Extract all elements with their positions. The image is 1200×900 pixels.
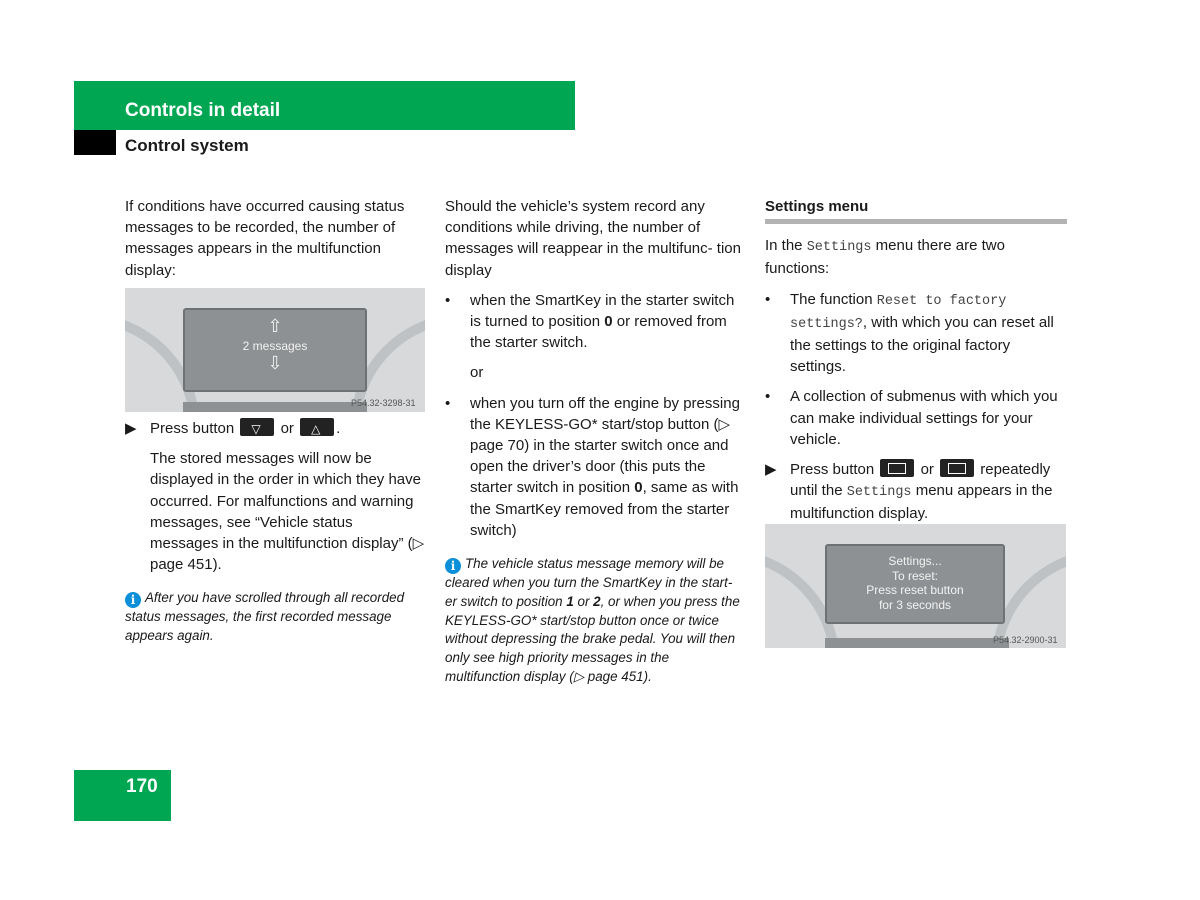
heading-rule	[765, 219, 1067, 224]
lcd-message-count: 2 messages	[242, 339, 308, 353]
scroll-down-button-icon: ▽	[240, 418, 274, 436]
settings-menu-heading: Settings menu	[765, 198, 869, 215]
or-label: or	[470, 364, 484, 382]
bullet-dot: •	[765, 388, 771, 406]
step-press-button: ▶ Press button or repeatedly until the Settings menu appears in the multifunction display.	[765, 461, 1053, 523]
lcd-line: Settings...	[888, 554, 942, 568]
info-icon: i	[125, 592, 141, 608]
info-note: i The vehicle status message memory will be cleared when you turn the SmartKey in the start- er switch to position 1 or 2, or when you press the KEYLESS-GO* start/stop button once or twice without depressing the brake pedal. You will then only see high priority messages in the multifunction display (▷ page 451).	[445, 556, 740, 685]
bullet-dot: •	[445, 291, 451, 309]
figure-ref: P54.32-2900-31	[993, 635, 1058, 645]
lcd-lower-edge	[825, 638, 1009, 648]
arrow-marker-icon: ▶	[765, 461, 777, 479]
display-illustration-messages	[125, 288, 425, 412]
bullet-dot: •	[765, 290, 771, 308]
scroll-up-button-icon: △	[300, 418, 334, 436]
lcd-line: To reset:	[891, 568, 939, 583]
bullet-smartkey: • when the SmartKey in the starter switch is turned to position 0 or removed from the starter switch.	[445, 291, 735, 352]
bullet-dot: •	[445, 394, 451, 412]
step-result: The stored messages will now be displayed in the order in which they have occurred. For malfunctions and warning messages, see “Vehicle status messages in the multifunction display” (▷ page 451).	[150, 450, 425, 574]
bullet-reset: • The function Reset to factory settings?, with which you can reset all the settings to the original factory settings.	[765, 290, 1054, 376]
column-1	[125, 196, 425, 281]
column-1-lower	[125, 418, 425, 646]
prev-page-button-icon	[940, 459, 974, 477]
bullet-submenus: • A collection of submenus with which you can make individual settings for your vehicle.	[765, 388, 1058, 448]
col2-intro: Should the vehicle’s system record any conditions while driving, the number of messages will reappear in the multifunc- tion display	[445, 198, 741, 279]
col3-intro: In the Settings menu there are two functions:	[765, 237, 1005, 278]
section-title: Controls in detail	[125, 100, 281, 121]
info-note: i After you have scrolled through all recorded status messages, the first recorded message appears again.	[125, 590, 405, 644]
bullet-keyless-go: • when you turn off the engine by pressing the KEYLESS-GO* start/stop button (▷ page 70) in the starter switch once and open the driver’s door (this puts the starter switch in position 0, same as with the SmartKey removed from the starter switch)	[445, 394, 740, 539]
lcd-screen	[825, 544, 1005, 624]
display-illustration-settings	[765, 524, 1066, 648]
subsection-title: Control system	[125, 136, 249, 155]
arrow-up-icon: ⇧	[267, 316, 283, 336]
column-2	[445, 196, 747, 687]
lcd-line: Press reset button	[866, 583, 964, 597]
arrow-down-icon: ⇩	[267, 353, 283, 373]
lcd-lower-edge	[183, 402, 367, 412]
col1-intro: If conditions have occurred causing status messages to be recorded, the number of messages appears in the multifunction display:	[125, 198, 405, 279]
figure-ref: P54.32-3298-31	[351, 398, 416, 408]
subsection-marker	[74, 130, 116, 155]
lcd-line: for 3 seconds	[878, 597, 952, 612]
page-number: 170	[126, 776, 158, 797]
column-3	[765, 196, 1067, 525]
next-page-button-icon	[880, 459, 914, 477]
arrow-marker-icon: ▶	[125, 420, 137, 437]
info-icon: i	[445, 558, 461, 574]
step-press-button: ▶ Press button ▽ or △ .	[125, 418, 425, 439]
lcd-screen	[183, 308, 367, 392]
